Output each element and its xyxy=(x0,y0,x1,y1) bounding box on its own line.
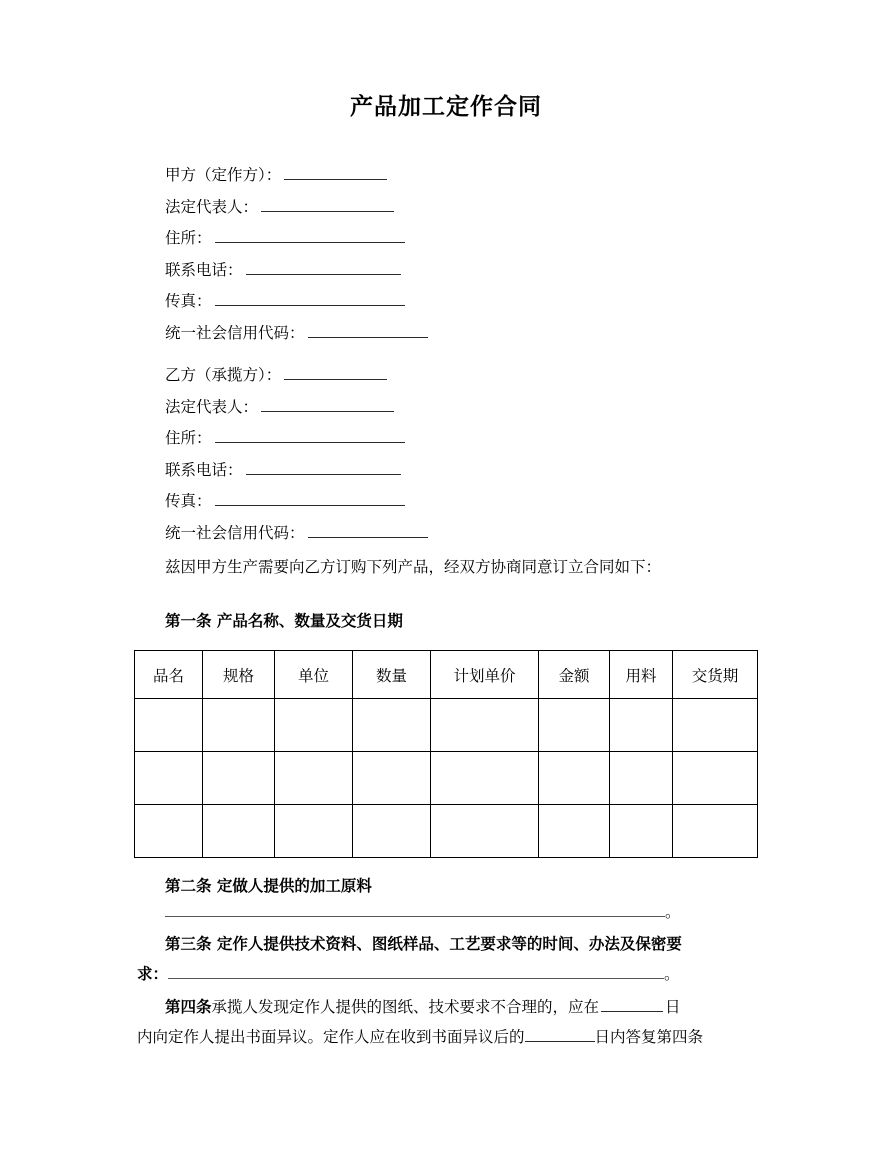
table-header-cell: 规格 xyxy=(203,651,275,699)
clause-3-fill-input[interactable] xyxy=(168,965,664,979)
table-row xyxy=(135,699,758,752)
table-cell[interactable] xyxy=(353,805,431,858)
clause-4-line2-text-before: 内向定作人提出书面异议。定作人应在收到书面异议后的 xyxy=(137,1028,525,1046)
table-cell[interactable] xyxy=(610,752,673,805)
party-b-name-input[interactable] xyxy=(284,364,387,380)
table-cell[interactable] xyxy=(673,805,758,858)
party-b-block xyxy=(165,360,765,549)
table-row xyxy=(135,752,758,805)
clause-4-text-after: 日 xyxy=(665,998,681,1016)
field-row-party-a-phone xyxy=(165,255,765,287)
party-b-legal-rep-input[interactable] xyxy=(261,396,394,412)
table-header-cell: 金额 xyxy=(539,651,610,699)
field-row-party-b-phone xyxy=(165,455,765,487)
field-label: 法定代表人： xyxy=(165,397,259,416)
table-cell[interactable] xyxy=(135,805,203,858)
table-cell[interactable] xyxy=(275,699,353,752)
product-spec-table xyxy=(134,650,758,858)
field-row-party-b-name xyxy=(165,360,765,392)
table-cell[interactable] xyxy=(539,699,610,752)
table-cell[interactable] xyxy=(203,699,275,752)
party-b-fax-input[interactable] xyxy=(215,490,405,506)
table-header-row xyxy=(135,651,758,699)
table-cell[interactable] xyxy=(275,752,353,805)
field-label: 住所： xyxy=(165,229,212,247)
table-row xyxy=(135,805,758,858)
field-row-party-a-address xyxy=(165,223,765,255)
table-cell[interactable] xyxy=(539,752,610,805)
table-cell[interactable] xyxy=(673,752,758,805)
field-row-party-b-address xyxy=(165,423,765,455)
clause-3-period: 。 xyxy=(664,965,680,983)
clause-2-fill-input[interactable] xyxy=(165,903,665,917)
clause-4-days-blank-2[interactable] xyxy=(525,1027,595,1042)
clause-3-heading-line1: 第三条 定作人提供技术资料、图纸样品、工艺要求等的时间、办法及保密要 xyxy=(165,934,682,953)
table-cell[interactable] xyxy=(353,699,431,752)
field-label: 甲方（定作方）： xyxy=(165,166,282,184)
party-a-fax-input[interactable] xyxy=(215,290,405,306)
clause-4-line2-text-after: 日内答复第四条 xyxy=(594,1028,704,1046)
field-label: 乙方（承揽方）： xyxy=(165,366,282,384)
clause-1-heading: 第一条 产品名称、数量及交货日期 xyxy=(165,611,403,630)
table-cell[interactable] xyxy=(203,805,275,858)
field-label: 联系电话： xyxy=(165,260,243,279)
field-row-party-b-fax xyxy=(165,486,765,518)
page-title: 产品加工定作合同 xyxy=(350,93,542,120)
party-a-phone-input[interactable] xyxy=(246,259,401,275)
party-b-credit-code-input[interactable] xyxy=(308,522,428,538)
clause-4-line1 xyxy=(165,992,681,1022)
field-row-party-b-credit-code xyxy=(165,518,765,550)
field-row-party-a-name xyxy=(165,160,765,192)
table-cell[interactable] xyxy=(610,805,673,858)
table-cell[interactable] xyxy=(539,805,610,858)
table-header-cell: 交货期 xyxy=(673,651,758,699)
field-row-party-a-credit-code xyxy=(165,318,765,350)
clause-4-line2 xyxy=(137,1022,703,1052)
party-a-name-input[interactable] xyxy=(284,164,387,180)
clause-2-period: 。 xyxy=(665,903,681,921)
clause-4-text-before: 承揽人发现定作人提供的图纸、技术要求不合理的，应在 xyxy=(211,998,600,1016)
party-b-address-input[interactable] xyxy=(215,427,405,443)
table-header-cell: 用料 xyxy=(610,651,673,699)
table-cell[interactable] xyxy=(275,805,353,858)
table-cell[interactable] xyxy=(135,752,203,805)
table-header-cell: 数量 xyxy=(353,651,431,699)
table-header-cell: 品名 xyxy=(135,651,203,699)
field-label: 传真： xyxy=(165,492,212,510)
clause-3-heading-line2 xyxy=(137,959,680,989)
party-b-phone-input[interactable] xyxy=(246,459,401,475)
table-header-cell: 单位 xyxy=(275,651,353,699)
field-label: 统一社会信用代码： xyxy=(165,323,305,342)
field-label: 统一社会信用代码： xyxy=(165,523,305,542)
table-header-cell: 计划单价 xyxy=(431,651,539,699)
table-cell[interactable] xyxy=(431,805,539,858)
clause-2-fill-row xyxy=(165,897,681,927)
table-cell[interactable] xyxy=(135,699,203,752)
field-row-party-a-fax xyxy=(165,286,765,318)
field-label: 法定代表人： xyxy=(165,197,259,216)
clause-2-heading: 第二条 定做人提供的加工原料 xyxy=(165,876,372,895)
table-cell[interactable] xyxy=(431,752,539,805)
party-a-address-input[interactable] xyxy=(215,227,405,243)
party-a-credit-code-input[interactable] xyxy=(308,322,428,338)
field-label: 住所： xyxy=(165,429,212,447)
field-row-party-a-legal-rep xyxy=(165,192,765,224)
table-cell[interactable] xyxy=(353,752,431,805)
field-label: 传真： xyxy=(165,292,212,310)
table-cell[interactable] xyxy=(610,699,673,752)
party-a-block xyxy=(165,160,765,349)
clause-3-label: 求： xyxy=(137,964,169,983)
clause-4-label: 第四条 xyxy=(165,997,212,1016)
table-cell[interactable] xyxy=(203,752,275,805)
clause-4-days-blank-1[interactable] xyxy=(601,997,663,1012)
intro-paragraph: 兹因甲方生产需要向乙方订购下列产品，经双方协商同意订立合同如下： xyxy=(165,558,662,576)
party-a-legal-rep-input[interactable] xyxy=(261,196,394,212)
field-label: 联系电话： xyxy=(165,460,243,479)
table-cell[interactable] xyxy=(673,699,758,752)
field-row-party-b-legal-rep xyxy=(165,392,765,424)
table-cell[interactable] xyxy=(431,699,539,752)
